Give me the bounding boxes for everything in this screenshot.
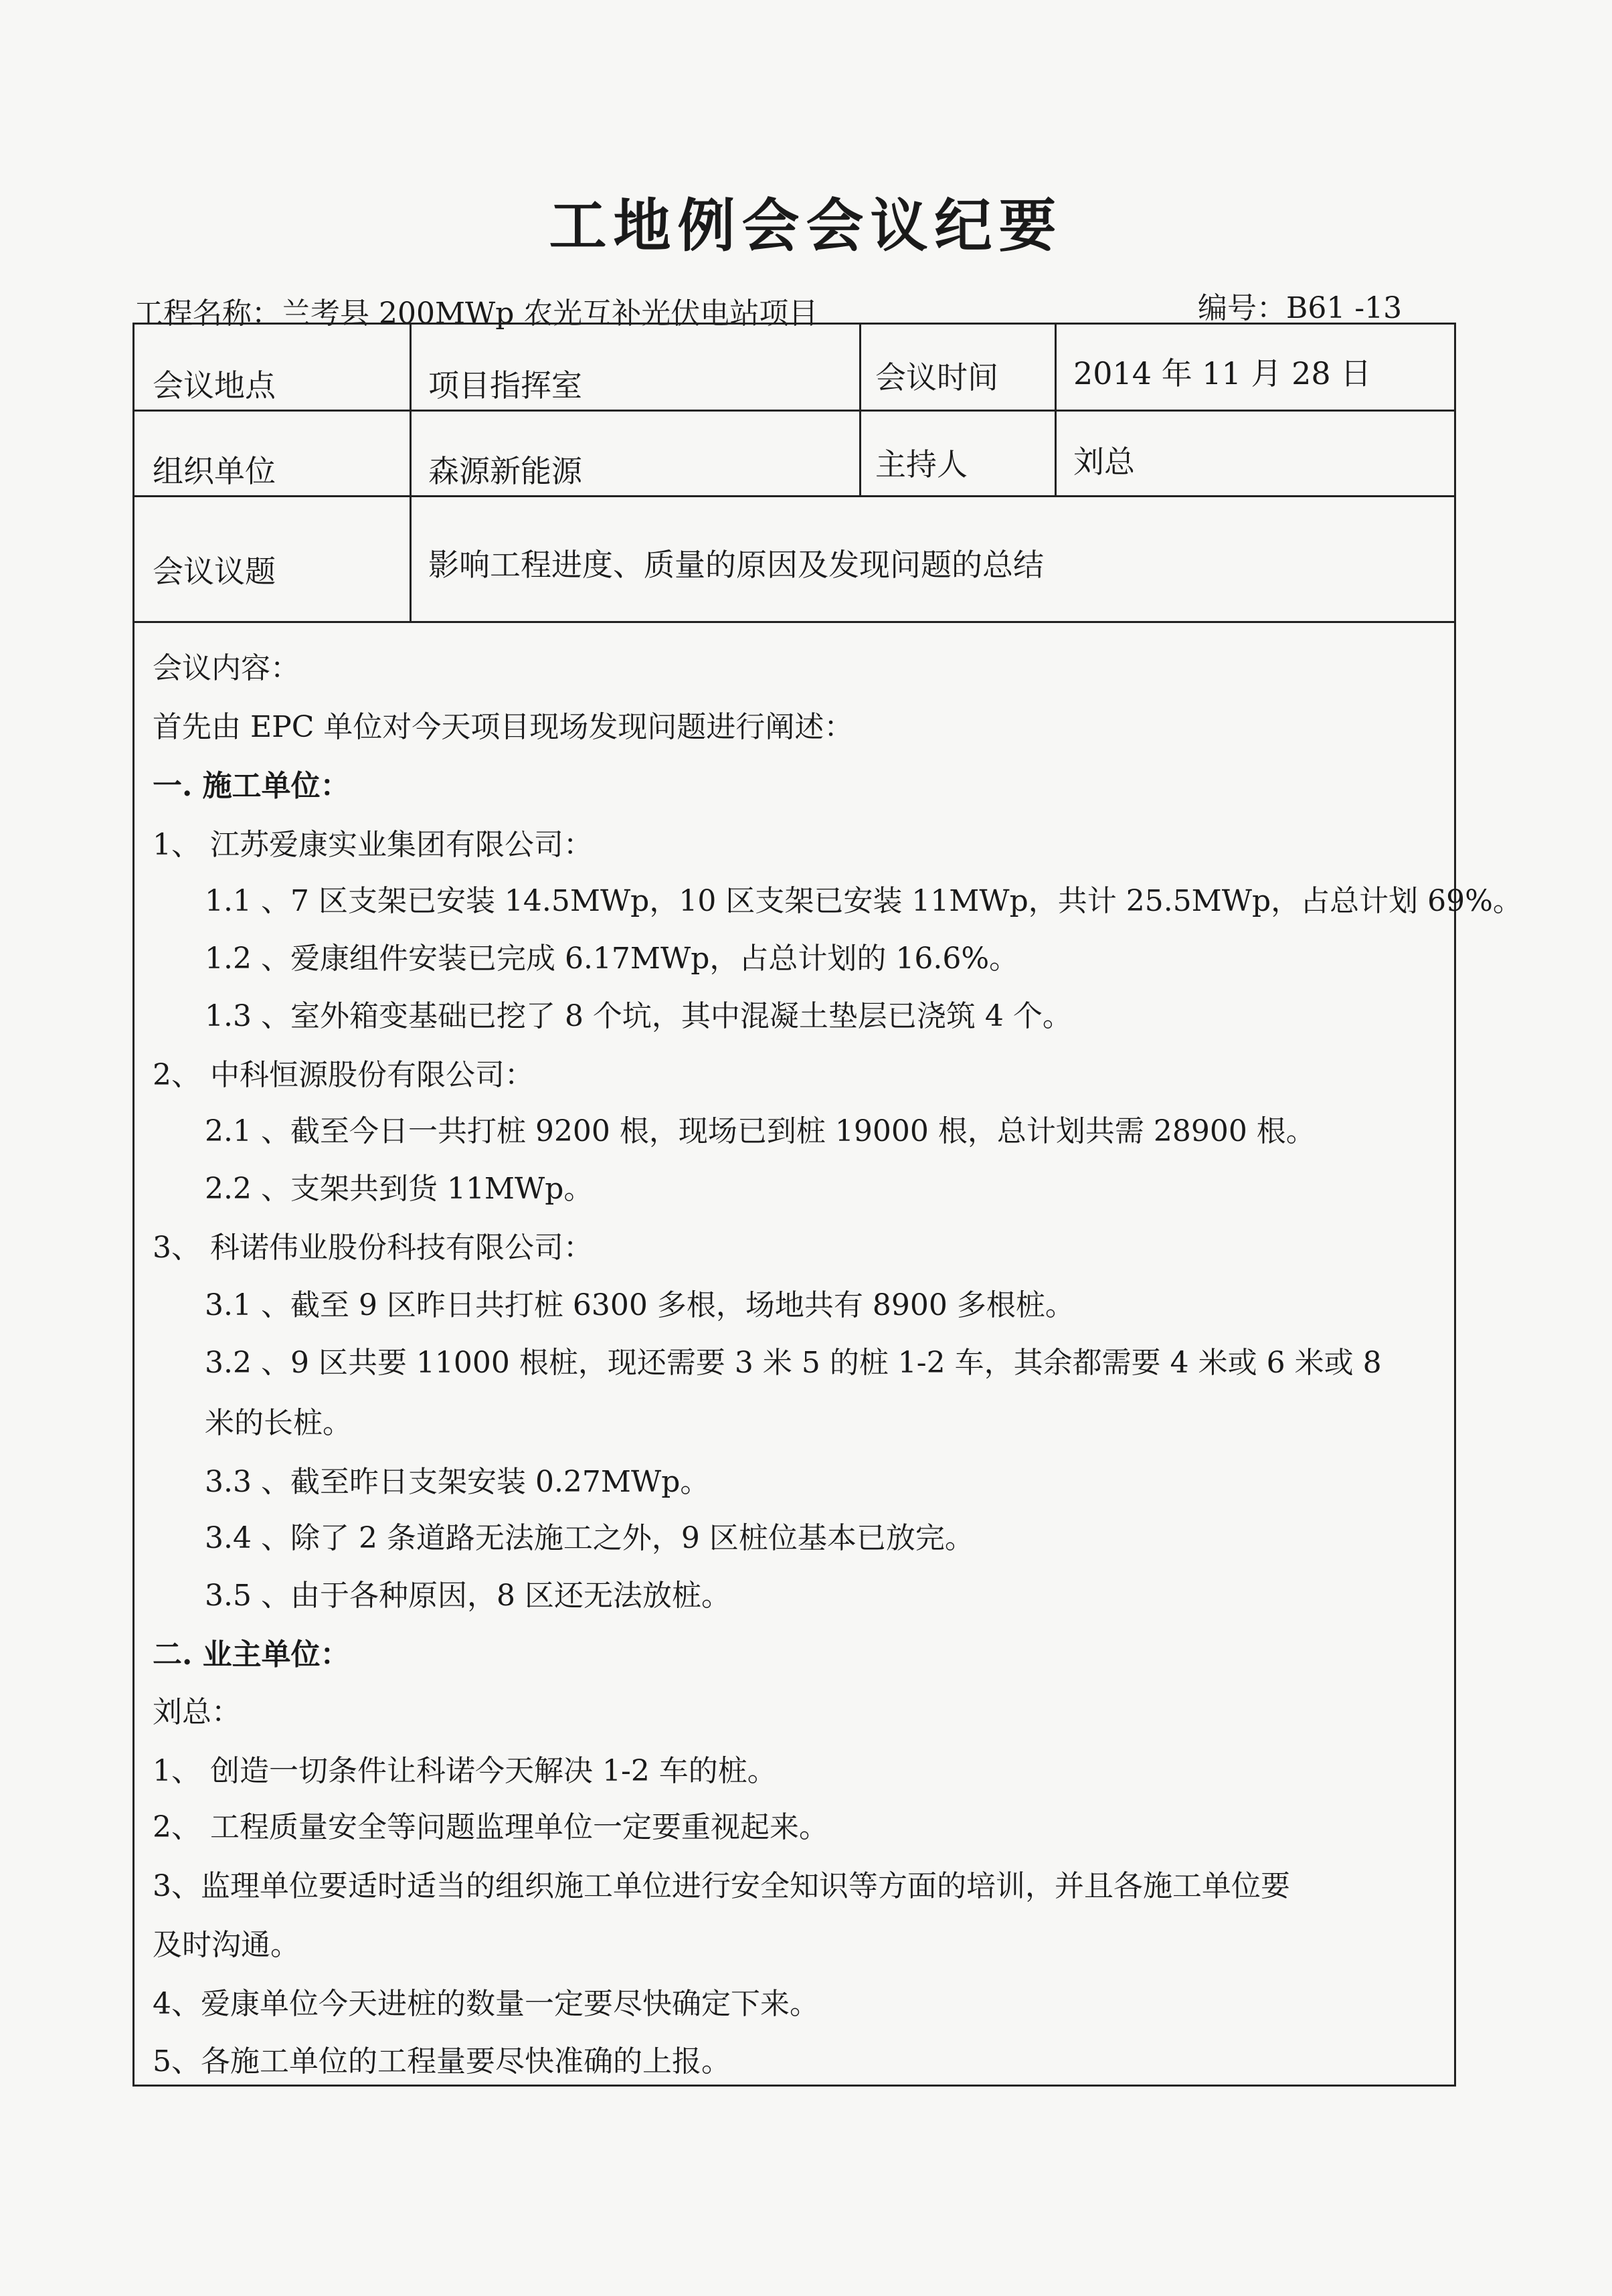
- org-value: 森源新能源: [428, 453, 582, 489]
- table-rule: [410, 323, 412, 621]
- content-line: 3.1 、截至 9 区昨日共打桩 6300 多根，场地共有 8900 多根桩。: [205, 1288, 1075, 1322]
- project-name: 工程名称：兰考县 200MWp 农光互补光伏电站项目: [134, 296, 818, 331]
- host-value: 刘总: [1073, 444, 1135, 480]
- content-line: 3.2 、9 区共要 11000 根桩，现还需要 3 米 5 的桩 1-2 车，其余都需要 4 米或 6 米或 8: [205, 1346, 1382, 1380]
- content-line: 米的长桩。: [205, 1406, 352, 1440]
- content-line: 1.3 、室外箱变基础已挖了 8 个坑，其中混凝土垫层已浇筑 4 个。: [205, 999, 1072, 1033]
- content-line: 2、 中科恒源股份有限公司：: [153, 1058, 534, 1092]
- content-line: 及时沟通。: [153, 1928, 300, 1962]
- host-label: 主持人: [875, 446, 968, 482]
- org-label: 组织单位: [153, 453, 276, 489]
- table-rule: [132, 495, 1456, 497]
- location-value: 项目指挥室: [428, 367, 582, 404]
- content-line: 首先由 EPC 单位对今天项目现场发现问题进行阐述：: [153, 710, 854, 744]
- document-title: 工地例会会议纪要: [549, 193, 1063, 260]
- section-heading: 二. 业主单位：: [153, 1638, 350, 1672]
- content-line: 4、爱康单位今天进桩的数量一定要尽快确定下来。: [153, 1987, 819, 2021]
- content-heading: 会议内容：: [153, 651, 300, 685]
- table-rule: [132, 410, 1456, 412]
- location-label: 会议地点: [153, 367, 276, 404]
- content-line: 刘总：: [153, 1695, 241, 1729]
- time-label: 会议时间: [875, 359, 998, 395]
- time-value: 2014 年 11 月 28 日: [1073, 355, 1372, 391]
- section-heading: 一. 施工单位：: [153, 769, 350, 803]
- topic-label: 会议议题: [153, 553, 276, 590]
- content-line: 2.1 、截至今日一共打桩 9200 根，现场已到桩 19000 根，总计划共需 28900 根。: [205, 1114, 1316, 1148]
- content-line: 1.2 、爱康组件安装已完成 6.17MWp，占总计划的 16.6%。: [205, 942, 1019, 976]
- content-line: 1.1 、7 区支架已安装 14.5MWp，10 区支架已安装 11MWp，共计 25.5MWp，占总计划 69%。: [205, 884, 1522, 918]
- content-line: 2.2 、支架共到货 11MWp。: [205, 1172, 594, 1206]
- table-rule: [859, 323, 861, 495]
- table-rule: [1055, 323, 1057, 495]
- content-line: 1、 创造一切条件让科诺今天解决 1-2 车的桩。: [153, 1754, 777, 1788]
- content-line: 2、 工程质量安全等问题监理单位一定要重视起来。: [153, 1810, 828, 1844]
- content-line: 3.5 、由于各种原因，8 区还无法放桩。: [205, 1579, 731, 1613]
- table-rule: [132, 621, 1456, 623]
- content-line: 3.4 、除了 2 条道路无法施工之外，9 区桩位基本已放完。: [205, 1521, 974, 1555]
- document-code: 编号：B61 -13: [1198, 291, 1403, 325]
- content-line: 3、 科诺伟业股份科技有限公司：: [153, 1231, 593, 1265]
- content-line: 3.3 、截至昨日支架安装 0.27MWp。: [205, 1465, 710, 1499]
- content-line: 3、监理单位要适时适当的组织施工单位进行安全知识等方面的培训，并且各施工单位要: [153, 1869, 1290, 1903]
- content-line: 1、 江苏爱康实业集团有限公司：: [153, 828, 593, 862]
- content-line: 5、各施工单位的工程量要尽快准确的上报。: [153, 2044, 731, 2079]
- topic-value: 影响工程进度、质量的原因及发现问题的总结: [428, 547, 1044, 583]
